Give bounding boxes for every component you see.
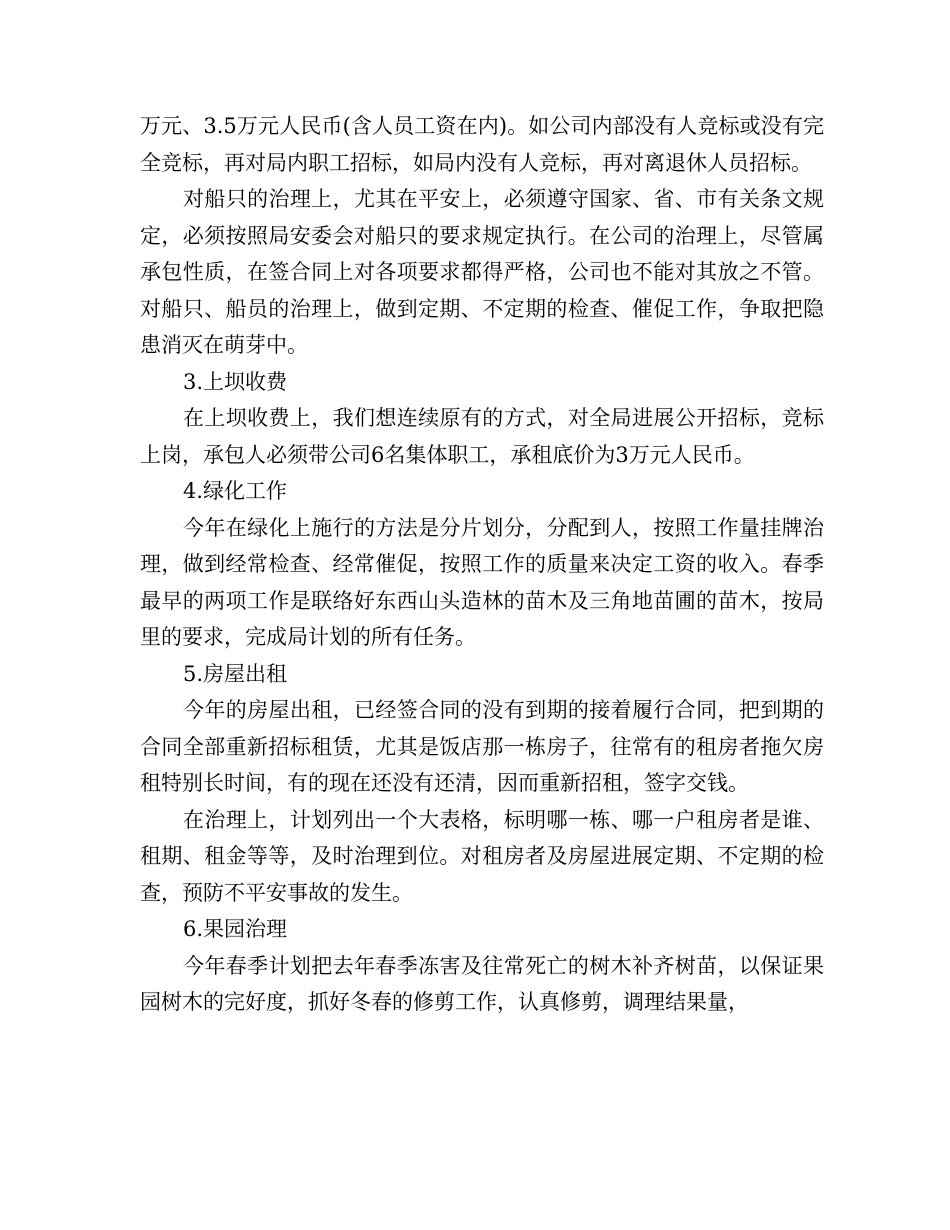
paragraph-continuation: 万元、3.5万元人民币(含人员工资在内)。如公司内部没有人竞标或没有完全竞标，再对局内职工招标，如局内没有人竞标，再对离退休人员招标。 [140, 114, 824, 175]
section-heading-house-rental: 5.房屋出租 [183, 661, 288, 686]
paragraph-dam-toll: 在上坝收费上，我们想连续原有的方式，对全局进展公开招标，竞标上岗，承包人必须带公司6名集体职工，承租底价为3万元人民币。 [140, 406, 824, 467]
paragraph-orchard: 今年春季计划把去年春季冻害及往常死亡的树木补齐树苗，以保证果园树木的完好度，抓好冬春的修剪工作，认真修剪，调理结果量， [140, 953, 824, 1014]
paragraph-rental-management: 在治理上，计划列出一个大表格，标明哪一栋、哪一户租房者是谁、租期、租金等等，及时治理到位。对租房者及房屋进展定期、不定期的检查，预防不平安事故的发生。 [140, 807, 824, 905]
section-heading-greening: 4.绿化工作 [183, 479, 288, 503]
section-heading-orchard: 6.果园治理 [183, 917, 288, 941]
paragraph-greening: 今年在绿化上施行的方法是分片划分，分配到人，按照工作量挂牌治理，做到经常检查、经常催促，按照工作的质量来决定工资的收入。春季最早的两项工作是联络好东西山头造林的苗木及三角地苗圃的苗木，按局里的要求，完成局计划的所有任务。 [140, 515, 824, 649]
paragraph-ship-management: 对船只的治理上，尤其在平安上，必须遵守国家、省、市有关条文规定，必须按照局安委会对船只的要求规定执行。在公司的治理上，尽管属承包性质，在签合同上对各项要求都得严格，公司也不能对其放之不管。对船只、船员的治理上，做到定期、不定期的检查、催促工作，争取把隐患消灭在萌芽中。 [140, 187, 824, 357]
document-body [140, 108, 824, 1021]
section-heading-dam-toll: 3.上坝收费 [183, 369, 288, 394]
paragraph-house-rental: 今年的房屋出租，已经签合同的没有到期的接着履行合同，把到期的合同全部重新招标租赁，尤其是饭店那一栋房子，往常有的租房者拖欠房租特别长时间，有的现在还没有还清，因而重新招租，签字交钱。 [140, 698, 824, 795]
